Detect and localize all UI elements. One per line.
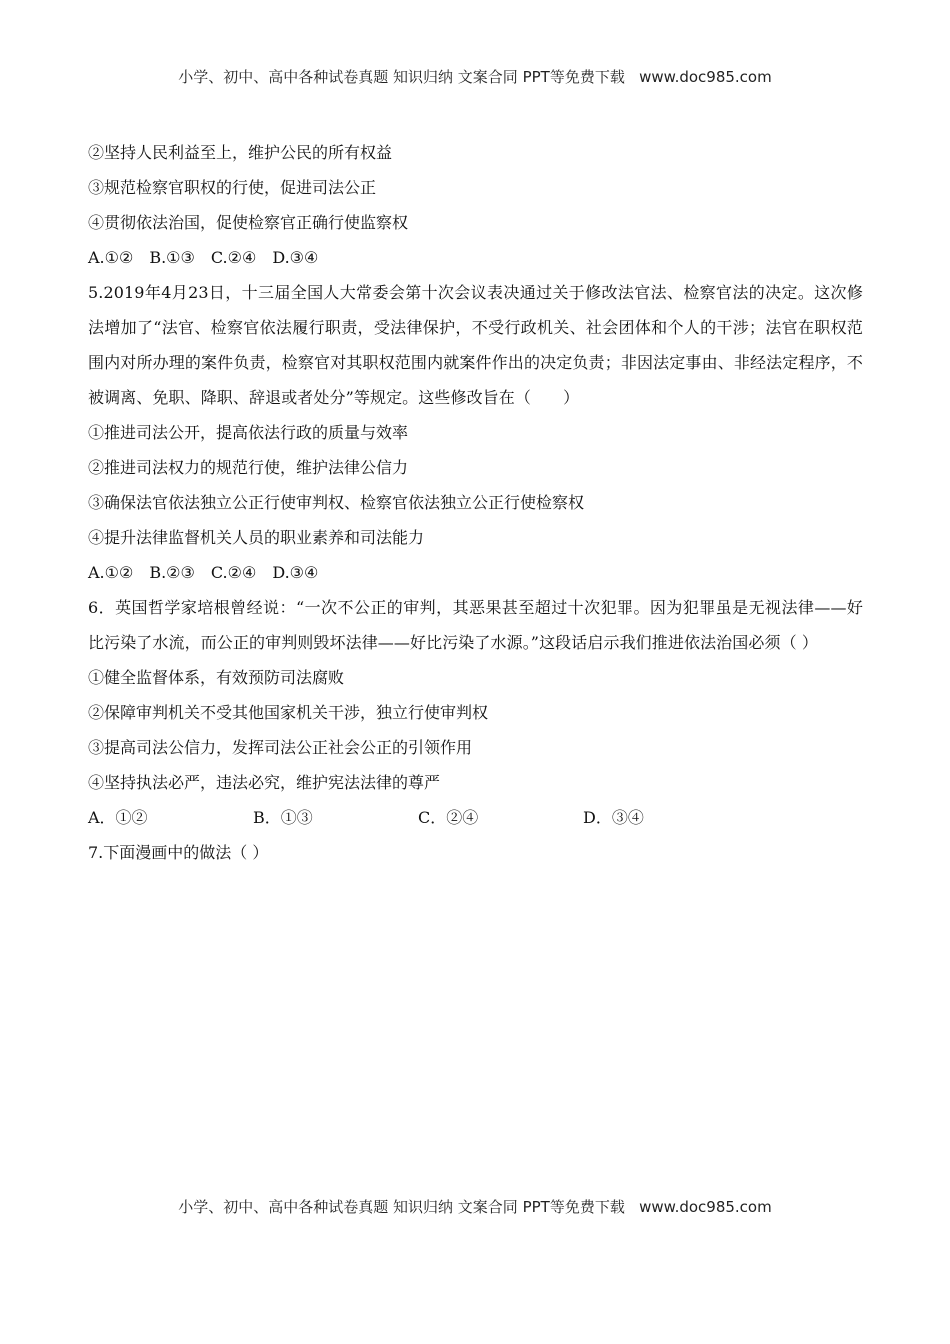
q4-option-2: ②坚持人民利益至上，维护公民的所有权益 <box>88 143 393 162</box>
q6-option-3: ③提高司法公信力，发挥司法公正社会公正的引领作用 <box>88 738 473 757</box>
document-body <box>88 135 863 870</box>
q6-option-2: ②保障审判机关不受其他国家机关干涉，独立行使审判权 <box>88 703 489 722</box>
q5-answer-c: C.②④ <box>210 563 257 582</box>
q5-answer-b: B.②③ <box>149 563 195 582</box>
q5-stem: 5.2019年4月23日，十三届全国人大常委会第十次会议表决通过关于修改法官法、检察官法的决定。这次修法增加了“法官、检察官依法履行职责，受法律保护，不受行政机关、社会团体和个人的干涉；法官在职权范围内对所办理的案件负责，检察官对其职权范围内就案件作出的决定负责；非因法定事由、非经法定程序，不被调离、免职、降职、辞退或者处分”等规定。这些修改旨在（ ） <box>88 283 863 407</box>
q5-option-3: ③确保法官依法独立公正行使审判权、检察官依法独立公正行使检察权 <box>88 493 585 512</box>
q6-option-4: ④坚持执法必严，违法必究，维护宪法法律的尊严 <box>88 773 441 792</box>
q5-option-1: ①推进司法公开，提高依法行政的质量与效率 <box>88 423 409 442</box>
q6-option-1: ①健全监督体系，有效预防司法腐败 <box>88 668 345 687</box>
q6-stem: 6．英国哲学家培根曾经说：“一次不公正的审判，其恶果甚至超过十次犯罪。因为犯罪虽是无视法律——好比污染了水流，而公正的审判则毁坏法律——好比污染了水源。”这段话启示我们推进依法治国必须（ ） <box>88 598 863 652</box>
q7-stem: 7.下面漫画中的做法（ ） <box>88 843 269 862</box>
q5-option-2: ②推进司法权力的规范行使，维护法律公信力 <box>88 458 409 477</box>
question-7 <box>88 835 863 870</box>
header-site-link[interactable]: www.doc985.com <box>639 68 772 86</box>
q6-answer-choices <box>88 800 863 835</box>
q6-answer-a: A．①② <box>88 808 148 827</box>
q4-answer-c: C.②④ <box>210 248 257 267</box>
q4-answer-choices <box>88 240 863 275</box>
q5-option-4: ④提升法律监督机关人员的职业素养和司法能力 <box>88 528 425 547</box>
footer-site-link[interactable]: www.doc985.com <box>639 1198 772 1216</box>
q4-option-4: ④贯彻依法治国，促使检察官正确行使监察权 <box>88 213 409 232</box>
header-text: 小学、初中、高中各种试卷真题 知识归纳 文案合同 PPT等免费下载 <box>178 68 625 86</box>
page-header <box>0 66 950 87</box>
q4-answer-b: B.①③ <box>149 248 195 267</box>
q5-answer-choices <box>88 555 863 590</box>
question-4-continued <box>88 135 863 275</box>
page-footer <box>0 1196 950 1217</box>
footer-text: 小学、初中、高中各种试卷真题 知识归纳 文案合同 PPT等免费下载 <box>178 1198 625 1216</box>
q4-answer-d: D.③④ <box>272 248 319 267</box>
q5-answer-a: A.①② <box>88 563 134 582</box>
q5-answer-d: D.③④ <box>272 563 319 582</box>
question-6 <box>88 590 863 835</box>
q6-answer-d: D．③④ <box>583 808 644 827</box>
question-5 <box>88 275 863 590</box>
q6-answer-b: B．①③ <box>253 808 313 827</box>
q4-option-3: ③规范检察官职权的行使，促进司法公正 <box>88 178 377 197</box>
q4-answer-a: A.①② <box>88 248 134 267</box>
q6-answer-c: C．②④ <box>418 808 479 827</box>
